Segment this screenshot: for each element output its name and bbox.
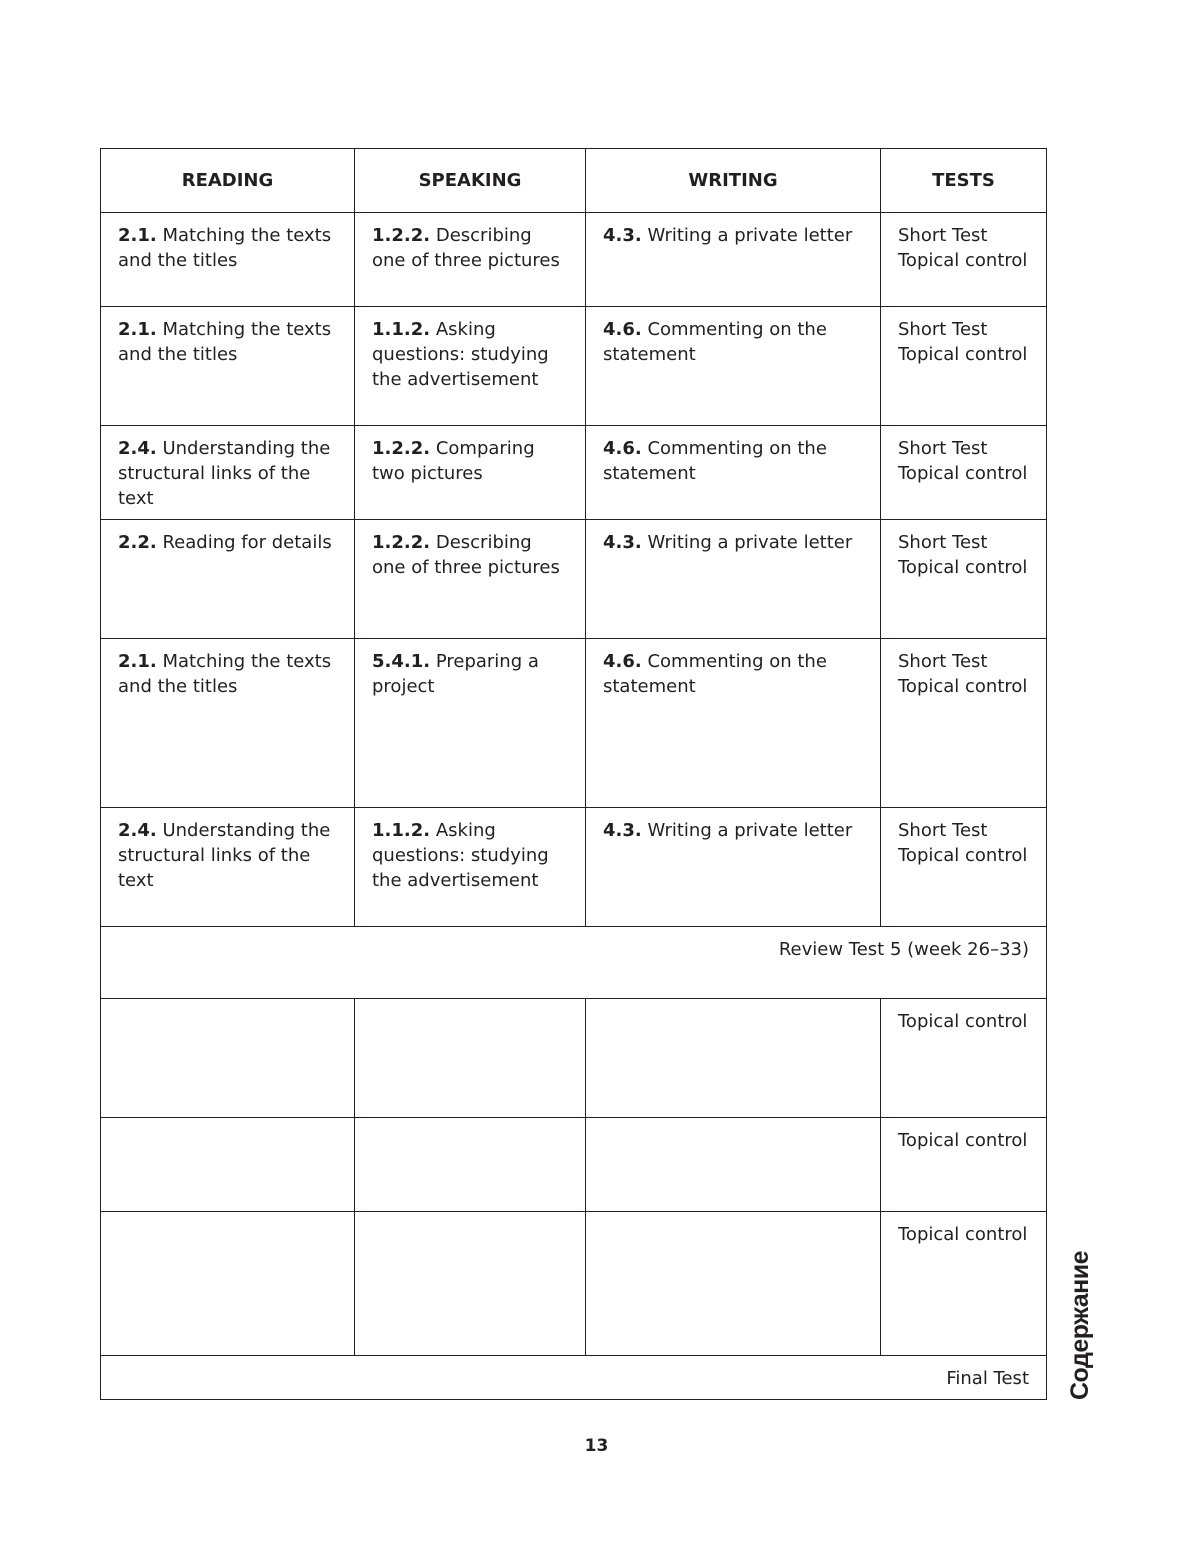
header-reading: READING — [101, 149, 355, 213]
task-text: Commenting on the statement — [603, 319, 827, 365]
test-label: Topical control — [898, 1130, 1028, 1151]
task-text: Matching the texts and the titles — [118, 225, 332, 271]
task-text: Reading for details — [162, 532, 332, 553]
table-row — [101, 520, 1047, 639]
writing-cell — [586, 1118, 881, 1212]
reading-cell — [101, 808, 355, 927]
test-label: Topical control — [898, 250, 1028, 271]
speaking-cell — [355, 808, 586, 927]
task-text: Understanding the structural links of the text — [118, 438, 331, 509]
test-label: Short Test — [898, 225, 988, 246]
reading-cell — [101, 999, 355, 1118]
writing-cell — [586, 808, 881, 927]
task-text: Writing a private letter — [647, 532, 853, 553]
speaking-cell — [355, 639, 586, 808]
tests-cell — [881, 213, 1047, 307]
task-text: Understanding the structural links of the text — [118, 820, 331, 891]
test-label: Short Test — [898, 438, 988, 459]
task-number: 4.3. — [603, 820, 642, 841]
reading-cell — [101, 307, 355, 426]
speaking-cell — [355, 999, 586, 1118]
test-label: Short Test — [898, 820, 988, 841]
writing-cell — [586, 307, 881, 426]
writing-cell — [586, 999, 881, 1118]
task-text: Describing one of three pictures — [372, 532, 560, 578]
test-label: Short Test — [898, 532, 988, 553]
page-number: 13 — [584, 1436, 609, 1456]
test-label: Topical control — [898, 557, 1028, 578]
reading-cell — [101, 520, 355, 639]
header-tests: TESTS — [881, 149, 1047, 213]
task-text: Writing a private letter — [647, 820, 853, 841]
tests-cell — [881, 1212, 1047, 1356]
tests-cell — [881, 1118, 1047, 1212]
task-number: 2.1. — [118, 319, 157, 340]
test-label: Topical control — [898, 845, 1028, 866]
table-row — [101, 1212, 1047, 1356]
task-number: 4.3. — [603, 532, 642, 553]
reading-cell — [101, 1118, 355, 1212]
tests-cell — [881, 808, 1047, 927]
table-row — [101, 307, 1047, 426]
task-number: 4.6. — [603, 438, 642, 459]
reading-cell — [101, 639, 355, 808]
review-test-row — [101, 927, 1047, 999]
task-text: Matching the texts and the titles — [118, 319, 332, 365]
task-number: 2.1. — [118, 225, 157, 246]
speaking-cell — [355, 520, 586, 639]
task-number: 4.6. — [603, 319, 642, 340]
writing-cell — [586, 520, 881, 639]
test-label: Topical control — [898, 676, 1028, 697]
test-label: Short Test — [898, 651, 988, 672]
table-row — [101, 426, 1047, 520]
task-number: 1.1.2. — [372, 820, 431, 841]
writing-cell — [586, 1212, 881, 1356]
task-number: 1.2.2. — [372, 438, 431, 459]
review-test-label: Review Test 5 (week 26–33) — [101, 927, 1047, 999]
header-speaking: SPEAKING — [355, 149, 586, 213]
task-number: 1.2.2. — [372, 225, 431, 246]
test-label: Topical control — [898, 1011, 1028, 1032]
table-row — [101, 1118, 1047, 1212]
table-row — [101, 213, 1047, 307]
reading-cell — [101, 426, 355, 520]
speaking-cell — [355, 426, 586, 520]
task-number: 2.1. — [118, 651, 157, 672]
task-text: Asking questions: studying the advertisement — [372, 319, 549, 390]
writing-cell — [586, 639, 881, 808]
task-text: Describing one of three pictures — [372, 225, 560, 271]
final-test-row — [101, 1356, 1047, 1400]
task-text: Commenting on the statement — [603, 651, 827, 697]
test-label: Short Test — [898, 319, 988, 340]
speaking-cell — [355, 1212, 586, 1356]
task-number: 4.6. — [603, 651, 642, 672]
task-text: Matching the texts and the titles — [118, 651, 332, 697]
tests-cell — [881, 520, 1047, 639]
task-text: Asking questions: studying the advertisement — [372, 820, 549, 891]
speaking-cell — [355, 1118, 586, 1212]
tests-cell — [881, 999, 1047, 1118]
reading-cell — [101, 213, 355, 307]
task-number: 4.3. — [603, 225, 642, 246]
task-number: 2.2. — [118, 532, 157, 553]
table-row — [101, 999, 1047, 1118]
task-text: Preparing a project — [372, 651, 539, 697]
task-text: Commenting on the statement — [603, 438, 827, 484]
test-label: Topical control — [898, 1224, 1028, 1245]
speaking-cell — [355, 213, 586, 307]
header-row — [101, 149, 1047, 213]
task-number: 2.4. — [118, 438, 157, 459]
section-tab-label: Содержание — [1066, 1250, 1094, 1400]
task-number: 1.2.2. — [372, 532, 431, 553]
test-label: Topical control — [898, 344, 1028, 365]
lesson-plan-table — [100, 148, 1047, 1400]
tests-cell — [881, 426, 1047, 520]
speaking-cell — [355, 307, 586, 426]
task-text: Writing a private letter — [647, 225, 853, 246]
header-writing: WRITING — [586, 149, 881, 213]
reading-cell — [101, 1212, 355, 1356]
final-test-label: Final Test — [101, 1356, 1047, 1400]
writing-cell — [586, 213, 881, 307]
tests-cell — [881, 307, 1047, 426]
tests-cell — [881, 639, 1047, 808]
writing-cell — [586, 426, 881, 520]
table-row — [101, 639, 1047, 808]
task-number: 2.4. — [118, 820, 157, 841]
table-row — [101, 808, 1047, 927]
task-text: Comparing two pictures — [372, 438, 535, 484]
task-number: 5.4.1. — [372, 651, 431, 672]
task-number: 1.1.2. — [372, 319, 431, 340]
test-label: Topical control — [898, 463, 1028, 484]
